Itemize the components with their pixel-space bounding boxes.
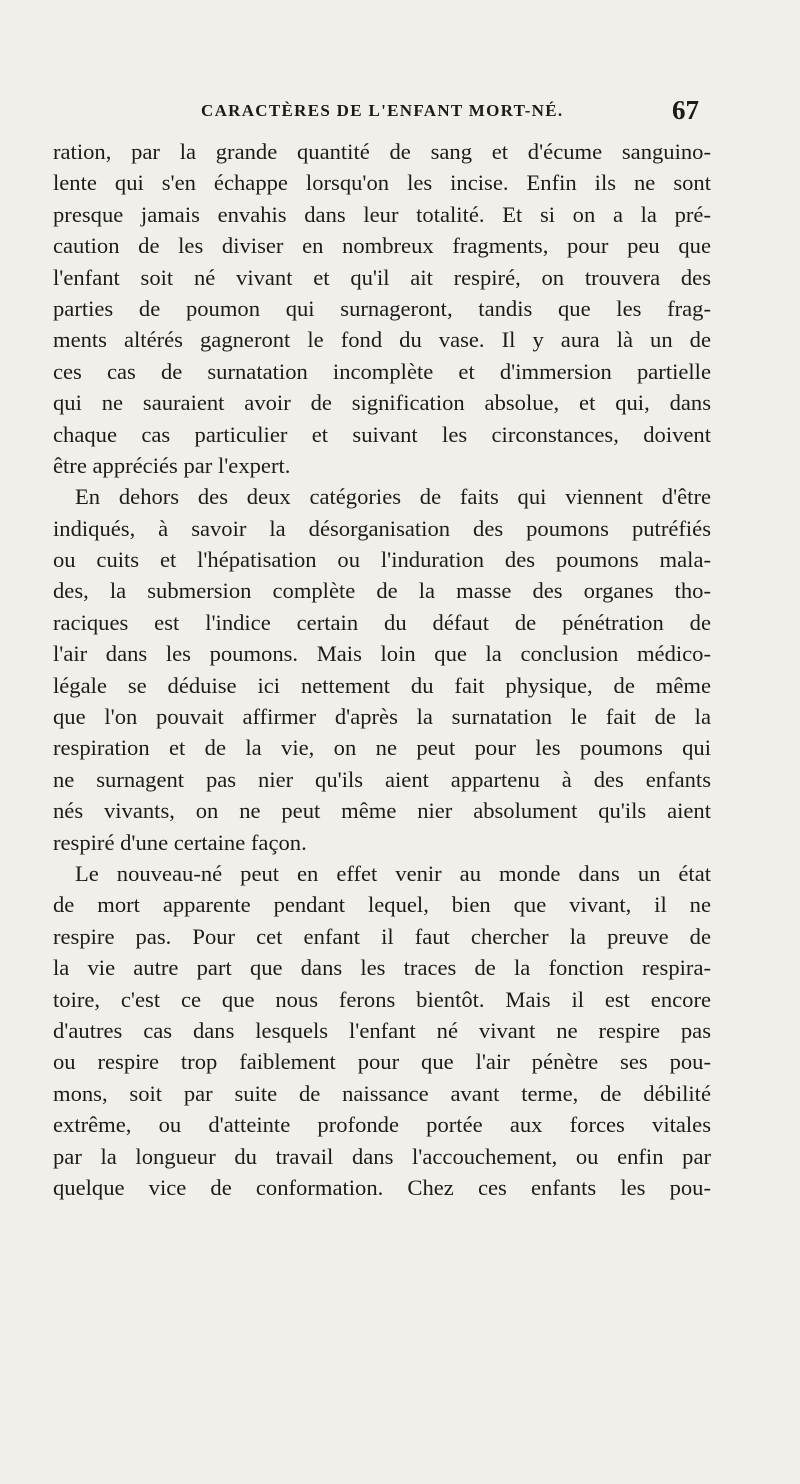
- paragraph: [53, 136, 711, 481]
- page-header: [0, 95, 800, 125]
- text-line: lente qui s'en échappe lorsqu'on les incise. Enfin ils ne sont: [53, 170, 711, 196]
- text-line: d'autres cas dans lesquels l'enfant né vivant ne respire pas: [53, 1017, 711, 1043]
- running-title: CARACTÈRES DE L'ENFANT MORT-NÉ.: [201, 101, 564, 120]
- text-line: raciques est l'indice certain du défaut de pénétration de: [53, 609, 711, 635]
- text-line: mons, soit par suite de naissance avant terme, de débilité: [53, 1080, 711, 1106]
- text-line: l'enfant soit né vivant et qu'il ait respiré, on trouvera des: [53, 264, 711, 290]
- text-line: par la longueur du travail dans l'accouchement, ou enfin par: [53, 1143, 711, 1169]
- text-line: quelque vice de conformation. Chez ces enfants les pou-: [53, 1174, 711, 1200]
- text-line: que l'on pouvait affirmer d'après la surnatation le fait de la: [53, 704, 711, 730]
- text-line: légale se déduise ici nettement du fait physique, de même: [53, 672, 711, 698]
- text-line: respiration et de la vie, on ne peut pour les poumons qui: [53, 735, 711, 761]
- text-line: ration, par la grande quantité de sang et d'écume sanguino-: [53, 139, 711, 164]
- page-number: 67: [672, 95, 699, 125]
- text-line: la vie autre part que dans les traces de la fonction respira-: [53, 955, 711, 981]
- text-line: ne surnagent pas nier qu'ils aient appartenu à des enfants: [53, 766, 711, 792]
- text-line: l'air dans les poumons. Mais loin que la conclusion médico-: [53, 641, 711, 667]
- text-line: ou respire trop faiblement pour que l'air pénètre ses pou-: [53, 1049, 711, 1075]
- text-line: caution de les diviser en nombreux fragments, pour peu que: [53, 233, 711, 259]
- text-line: En dehors des deux catégories de faits qui viennent d'être: [75, 484, 711, 510]
- text-line: ments altérés gagneront le fond du vase. Il y aura là un de: [53, 327, 711, 353]
- text-line: respire pas. Pour cet enfant il faut chercher la preuve de: [53, 923, 711, 949]
- text-line: nés vivants, on ne peut même nier absolument qu'ils aient: [53, 798, 711, 824]
- text-line: être appréciés par l'expert.: [53, 452, 291, 478]
- text-line: des, la submersion complète de la masse des organes tho-: [53, 578, 711, 604]
- text-line: ou cuits et l'hépatisation ou l'induration des poumons mala-: [53, 547, 711, 573]
- text-line: presque jamais envahis dans leur totalité. Et si on a la pré-: [53, 201, 711, 227]
- text-line: chaque cas particulier et suivant les circonstances, doivent: [53, 421, 711, 447]
- text-line: Le nouveau-né peut en effet venir au monde dans un état: [75, 860, 711, 886]
- text-line: de mort apparente pendant lequel, bien que vivant, il ne: [53, 892, 711, 918]
- text-line: parties de poumon qui surnageront, tandis que les frag-: [53, 295, 711, 321]
- text-line: ces cas de surnatation incomplète et d'immersion partielle: [53, 358, 711, 384]
- paragraph: [53, 481, 711, 858]
- paragraph: [53, 858, 711, 1203]
- text-line: extrême, ou d'atteinte profonde portée aux forces vitales: [53, 1112, 711, 1138]
- text-line: indiqués, à savoir la désorganisation des poumons putréfiés: [53, 515, 711, 541]
- text-line: respiré d'une certaine façon.: [53, 829, 307, 855]
- body-text: [53, 136, 711, 1203]
- text-line: toire, c'est ce que nous ferons bientôt. Mais il est encore: [53, 986, 711, 1012]
- text-line: qui ne sauraient avoir de signification absolue, et qui, dans: [53, 390, 711, 416]
